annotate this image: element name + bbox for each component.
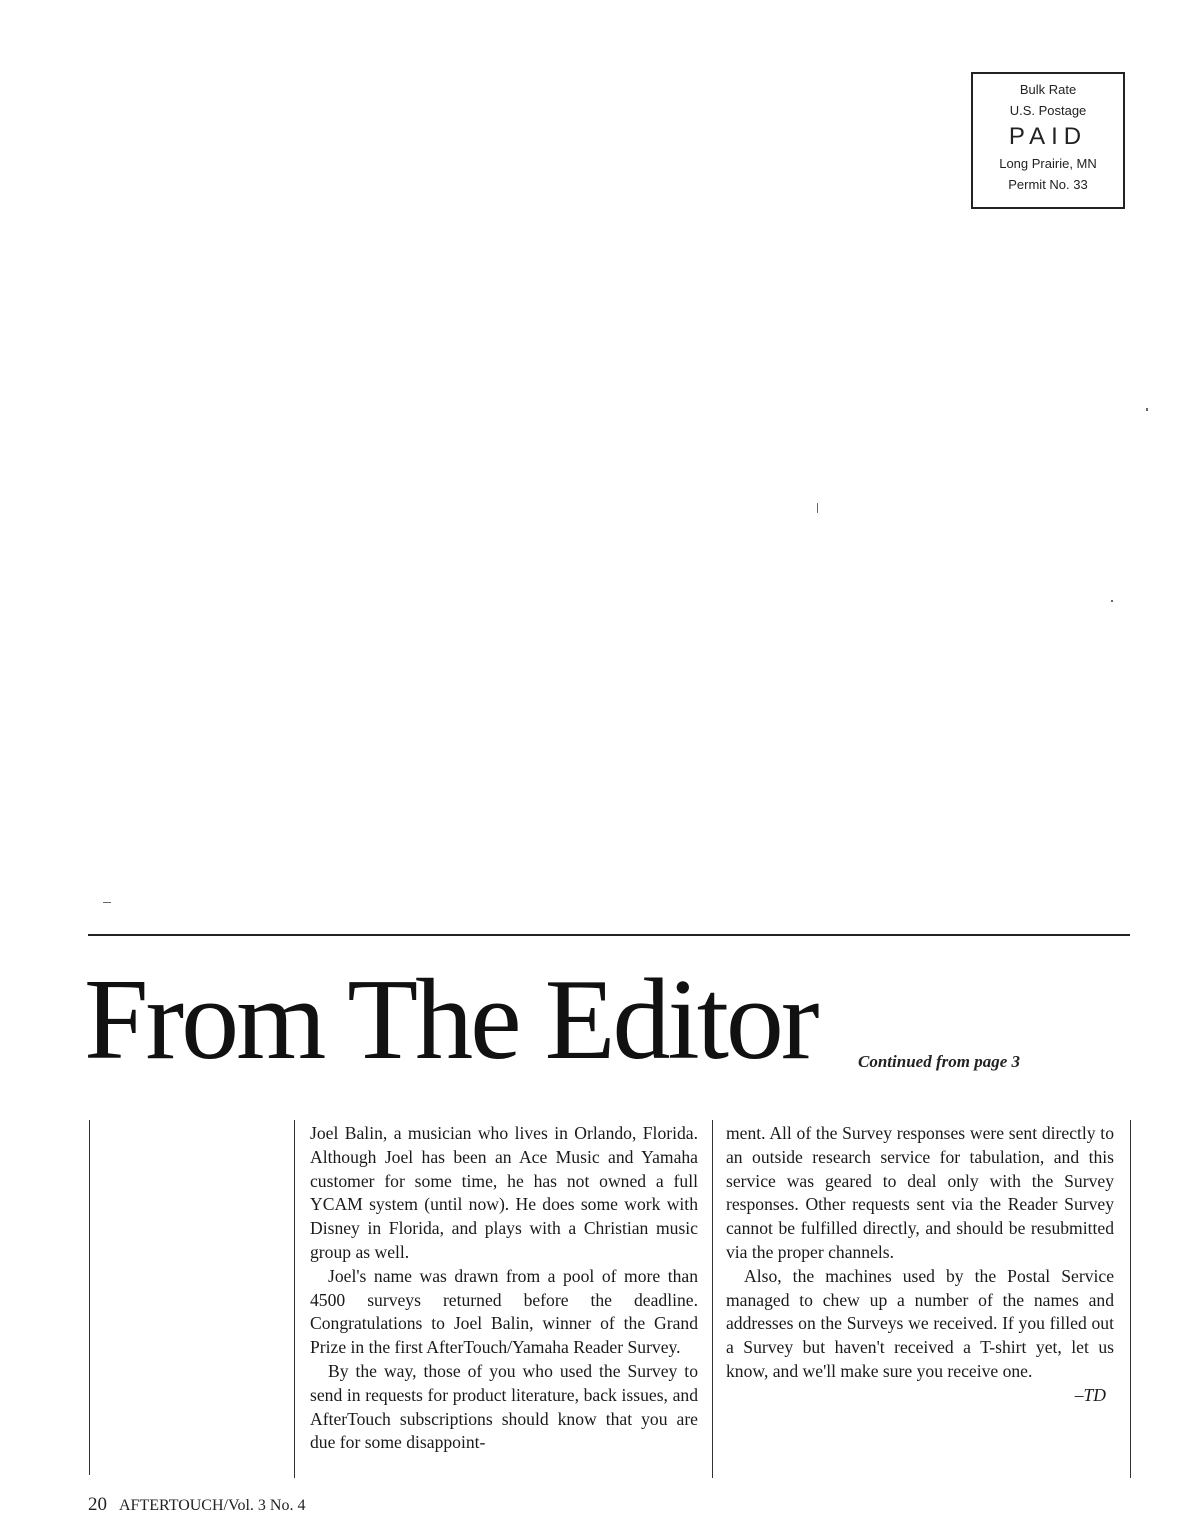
author-signature: –TD (1074, 1384, 1106, 1405)
page-title: From The Editor (84, 956, 817, 1084)
page-number: 20 (88, 1494, 107, 1515)
column-rule (712, 1120, 713, 1478)
article-column-right (726, 1122, 1114, 1408)
column-rule (1130, 1120, 1131, 1478)
postage-us-postage: U.S. Postage (1009, 103, 1087, 118)
paragraph: Also, the machines used by the Postal Service managed to chew up a number of the names and addresses on the Surveys we received. If you filled out a Survey but haven't received a T-shirt yet, let us know, and we'll make sure you receive one. (726, 1265, 1114, 1381)
column-rule (294, 1120, 295, 1478)
postage-paid: PAID (1008, 123, 1088, 150)
scan-speck (103, 902, 111, 903)
postage-permit: Permit No. 33 (1008, 177, 1088, 192)
paragraph: Joel's name was drawn from a pool of more than 4500 surveys returned before the deadline. Congratulations to Joel Balin, winner of the Grand Prize in the first AfterTouch/Yamaha Reader Survey. (310, 1265, 698, 1358)
column-rule (89, 1120, 90, 1475)
scan-speck (817, 503, 818, 513)
page-footer (88, 1494, 305, 1516)
paragraph: By the way, those of you who used the Survey to send in requests for product literature, back issues, and AfterTouch subscriptions should know that you are due for some disappoint- (310, 1360, 698, 1453)
postage-bulk-rate: Bulk Rate (1019, 82, 1077, 97)
paragraph: Joel Balin, a musician who lives in Orlando, Florida. Although Joel has been an Ace Music and Yamaha customer for some time, he has not owned a full YCAM system (until now). He does some work with Disney in Florida, and plays with a Christian music group as well. (310, 1123, 698, 1262)
article-column-left (310, 1122, 698, 1455)
postage-indicia (971, 72, 1125, 209)
publication-info: AFTERTOUCH/Vol. 3 No. 4 (119, 1497, 306, 1514)
scan-speck (1111, 600, 1113, 602)
scan-speck (1146, 408, 1148, 411)
continued-note: Continued from page 3 (858, 1052, 1020, 1071)
postage-location: Long Prairie, MN (999, 156, 1097, 171)
paragraph: ment. All of the Survey responses were sent directly to an outside research service for tabulation, and this service was geared to deal only with the Survey responses. Other requests sent via the Reader Survey cannot be fulfilled directly, and should be resubmitted via the proper channels. (726, 1123, 1114, 1262)
section-divider (88, 934, 1130, 936)
